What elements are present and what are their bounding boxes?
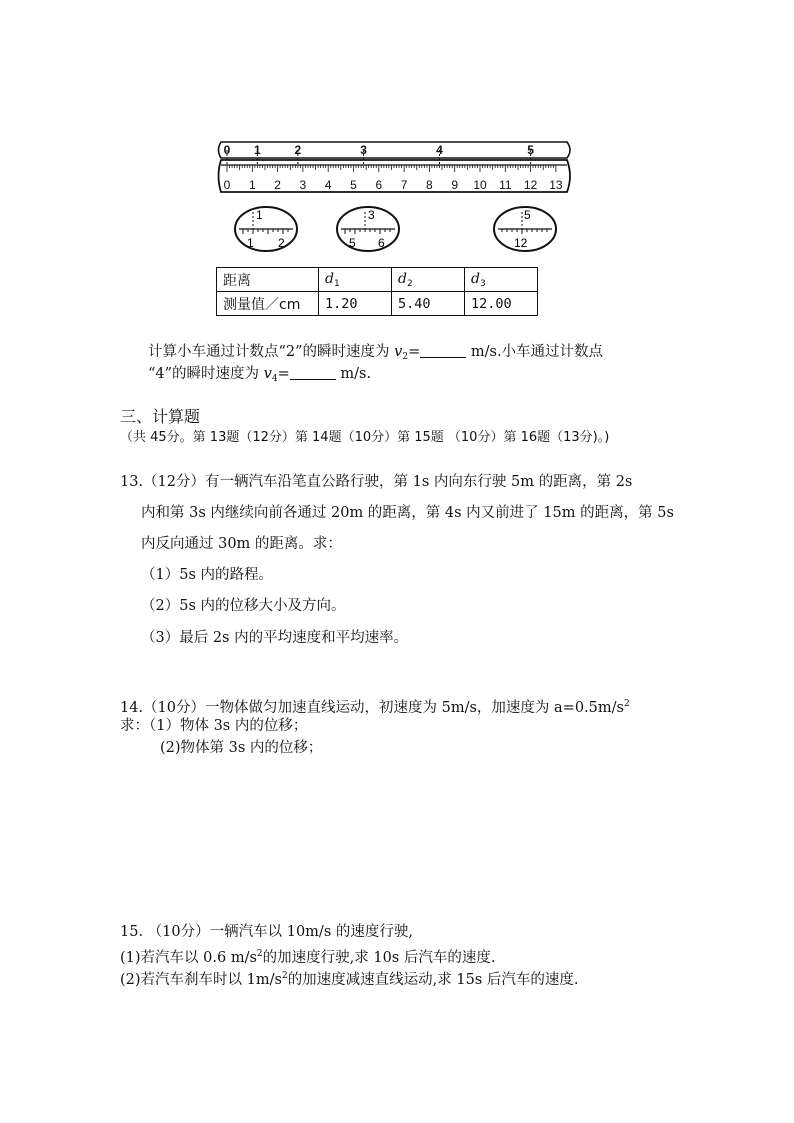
- ruler-cm-label: 1: [248, 178, 256, 192]
- velocity-symbol: v: [394, 344, 403, 360]
- question-text: 的加速度减速直线运动,求 15s 后汽车的速度.: [287, 971, 579, 988]
- q14-line-1: [120, 694, 630, 718]
- ruler-figure: [215, 136, 580, 198]
- measurement-table: [216, 267, 538, 316]
- ruler: [219, 142, 571, 192]
- question-text: 14.（10分）一物体做匀加速直线运动，初速度为 5m/s，加速度为 a=0.5m/s: [120, 699, 624, 716]
- fill-question-line-1: 计算小车通过计数点“2”的瞬时速度为 $v_2= m/s$.小车通过计数点: [148, 344, 604, 362]
- q15-line-1: 15. （10分）一辆汽车以 10m/s 的速度行驶,: [120, 924, 413, 940]
- table-cell: 测量值／cm: [217, 292, 319, 316]
- counting-point-label: 1: [254, 143, 261, 157]
- q13-line-3: 内反向通过 30m 的距离。求：: [141, 536, 342, 552]
- mag-point-label: 3: [368, 208, 375, 222]
- ruler-cm-label: 4: [324, 178, 332, 192]
- counting-point-label: 3: [360, 143, 367, 157]
- question-text: 计算小车通过计数点“2”的瞬时速度为: [148, 344, 395, 360]
- mag-left-label: 1: [247, 236, 254, 250]
- magnifier-point-1: [233, 204, 299, 254]
- superscript: 2: [256, 949, 263, 959]
- table-cell: [392, 268, 465, 292]
- mag-point-label: 5: [524, 208, 531, 222]
- header-subscript: 2: [406, 278, 413, 289]
- magnifier-point-5: [492, 204, 558, 254]
- q13-sub-2: （2）5s 内的位移大小及方向。: [141, 598, 346, 614]
- answer-blank-v2[interactable]: [420, 343, 466, 358]
- table-cell: 5.40: [392, 292, 465, 316]
- ruler-cm-label: 0: [223, 178, 231, 192]
- question-text: “4”的瞬时速度为: [148, 366, 264, 382]
- mag-left-label: 12: [514, 236, 528, 250]
- section-title: 三、计算题: [120, 407, 201, 426]
- q13-line-1: 13.（12分）有一辆汽车沿笔直公路行驶，第 1s 内向东行驶 5m 的距离，第 2s: [120, 474, 633, 490]
- velocity-subscript: 2: [402, 352, 409, 362]
- question-text: 的加速度行驶,求 10s 后汽车的速度.: [262, 949, 496, 966]
- ruler-cm-label: 13: [549, 178, 563, 192]
- table-cell: 1.20: [319, 292, 392, 316]
- counting-point-label: 4: [436, 143, 443, 157]
- ruler-cm-label: 7: [400, 178, 408, 192]
- table-cell: [319, 268, 392, 292]
- q13-line-2: 内和第 3s 内继续向前各通过 20m 的距离，第 4s 内又前进了 15m 的距离，第 5s: [141, 505, 674, 521]
- ruler-cm-label: 2: [274, 178, 281, 192]
- ruler-cm-label: 8: [426, 178, 433, 192]
- counting-point-label: 0: [223, 143, 231, 157]
- q14-line-2: 求：（1）物体 3s 内的位移；: [120, 718, 308, 734]
- ruler-cm-label: 3: [299, 178, 307, 192]
- paper-tape: [219, 142, 571, 158]
- header-symbol: d: [325, 270, 334, 287]
- velocity-symbol: v: [263, 366, 272, 382]
- mag-point-label: 1: [256, 208, 263, 222]
- fill-question-line-2: “4”的瞬时速度为 $v_4= m/s$.: [148, 366, 372, 384]
- counting-point-label: 2: [294, 143, 302, 157]
- q15-line-3: [120, 966, 579, 990]
- header-symbol: d: [471, 270, 480, 287]
- table-cell: 12.00: [465, 292, 538, 316]
- q13-sub-3: （3）最后 2s 内的平均速度和平均速率。: [141, 630, 409, 646]
- header-subscript: 3: [479, 278, 486, 289]
- table-row: [217, 292, 538, 316]
- table-cell: [217, 268, 319, 292]
- velocity-subscript: 4: [271, 374, 278, 384]
- counting-point-label: 5: [527, 143, 534, 157]
- magnifier-point-3: [335, 204, 401, 254]
- mag-right-label: 2: [278, 236, 285, 250]
- superscript: 2: [623, 699, 630, 709]
- table-cell: [465, 268, 538, 292]
- mag-right-label: 6: [378, 236, 385, 250]
- question-text: m/s.小车通过计数点: [466, 344, 604, 360]
- ruler-cm-label: 9: [451, 178, 459, 192]
- question-text: (2)若汽车刹车时以 1m/s: [120, 971, 282, 988]
- q14-line-3: (2)物体第 3s 内的位移；: [160, 740, 323, 756]
- header-symbol: d: [398, 270, 407, 287]
- ruler-cm-label: 6: [375, 178, 383, 192]
- ruler-cm-label: 5: [350, 178, 357, 192]
- ruler-cm-label: 12: [523, 178, 538, 192]
- answer-blank-v4[interactable]: [290, 365, 336, 380]
- question-text: (1)若汽车以 0.6 m/s: [120, 949, 257, 966]
- q15-line-2: [120, 944, 495, 968]
- ruler-cm-label: 11: [499, 178, 512, 192]
- mag-left-label: 5: [349, 236, 356, 250]
- ruler-cm-label: 10: [473, 178, 487, 192]
- section-note: （共 45分。第 13题（12分）第 14题（10分）第 15题 （10分）第 16题（13分)。): [120, 430, 610, 445]
- question-text: m/s.: [335, 366, 372, 382]
- q13-sub-1: （1）5s 内的路程。: [141, 567, 274, 583]
- superscript: 2: [281, 971, 288, 981]
- header-subscript: 1: [333, 278, 340, 289]
- table-header-row: [217, 268, 538, 292]
- header-label: 距离: [223, 272, 251, 289]
